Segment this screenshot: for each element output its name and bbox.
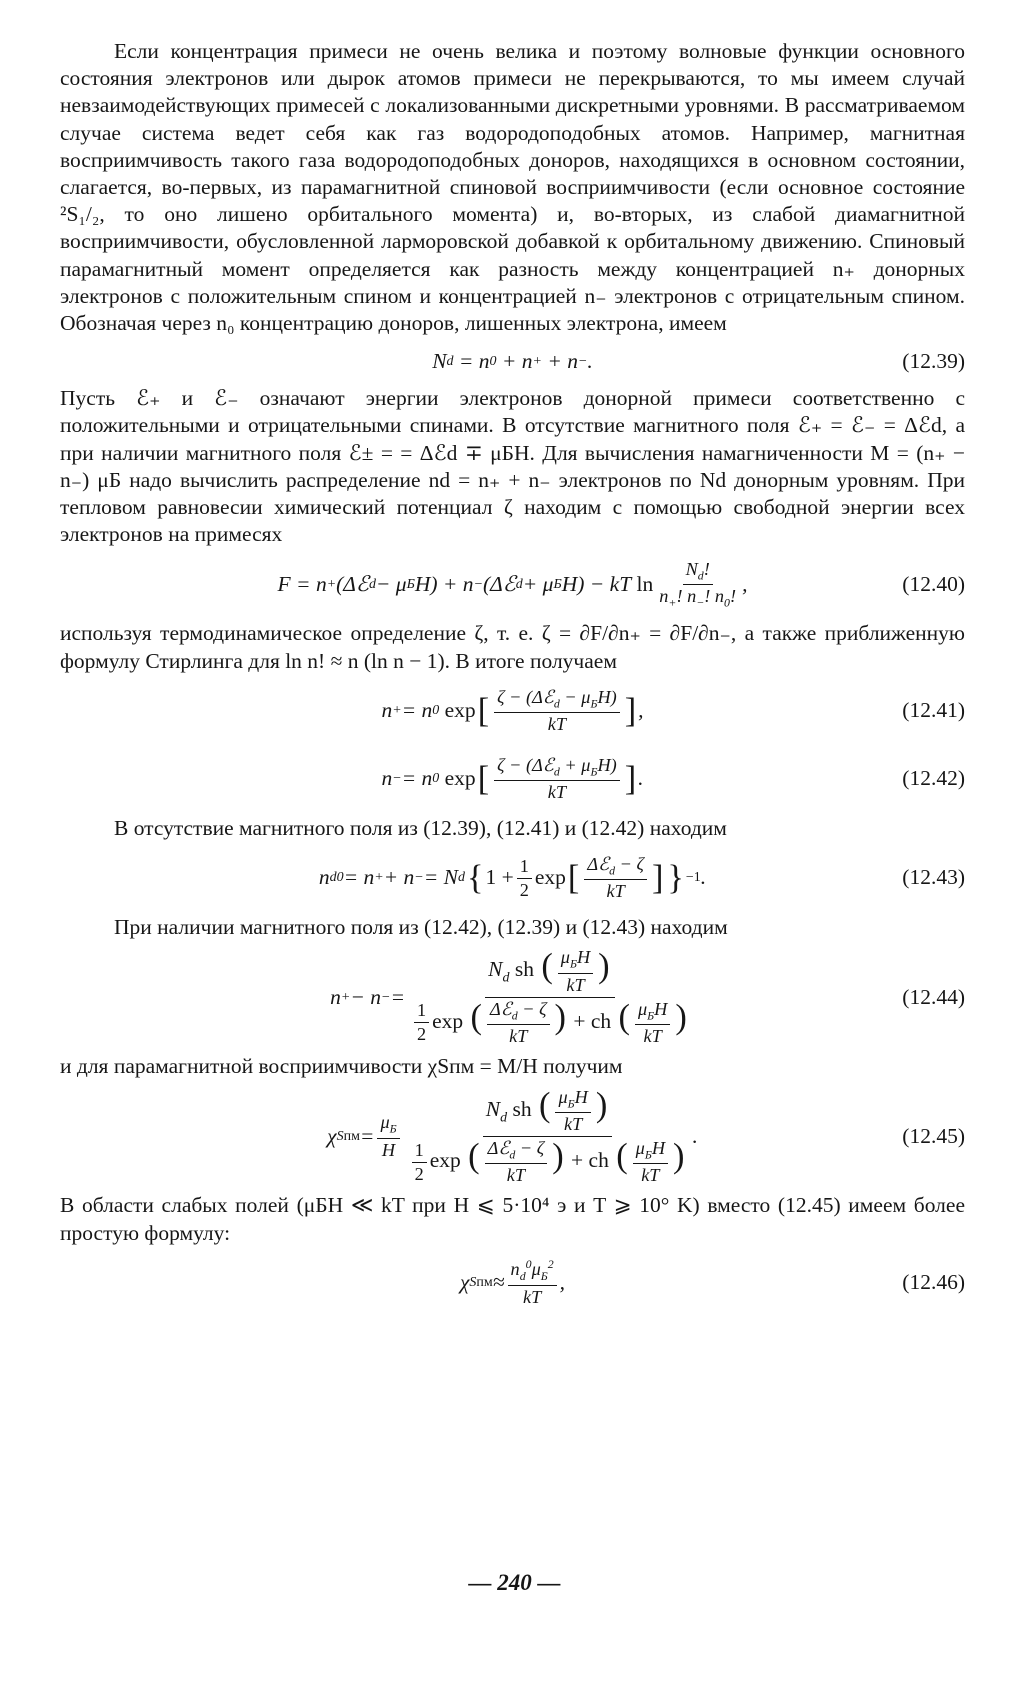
equation-number: (12.39) (902, 348, 965, 373)
equation-number: (12.43) (902, 865, 965, 890)
equation-number: (12.46) (902, 1270, 965, 1295)
page-content (60, 38, 965, 1319)
equation-number: (12.41) (902, 698, 965, 723)
equation-number: (12.40) (902, 571, 965, 596)
equation-12-46: χ S пм ≈ $\frac{n_d^0\mu_Б^2}{kT}$ , (12.46) (459, 1257, 965, 1307)
paragraph-weak-field: В области слабых полей (μБH ≪ kT при H ⩽ 5·10⁴ э и T ⩾ 10° K) вместо (12.45) имеем более простую формулу: (60, 1193, 965, 1245)
equation-12-45: χ S пм = $\frac{\mu_Б}{H}$ $N_d$ sh ( $\frac{\mu_БH}{kT}$ ) $\frac{1}{2}$ exp ( $\frac{\Delta ℰ_d - \zeta}{kT}$ ) + ch ( $\frac{\mu_БH}{kT}$ ) . (12.45) (327, 1085, 965, 1186)
paragraph-susceptibility: и для парамагнитной восприимчивости χSпм = M/H получим (60, 1054, 623, 1079)
equation-12-39: N d = n 0 + n + + n − . (12.39) (60, 341, 965, 381)
equation-12-40: F = n + (Δℰ d − μ Б H) + n − (Δℰ d + μ Б H) − kT ln $\frac{N_d!}{n_+! n_-! n_0!}$ , (12.40) (277, 558, 965, 610)
equation-number: (12.44) (902, 984, 965, 1009)
equation-number: (12.45) (902, 1123, 965, 1148)
paragraph-stirling: используя термодинамическое определение ζ, т. е. ζ = ∂F/∂n₊ = ∂F/∂n₋, а также приближенную формулу Стирлинга для ln n! ≈ n (ln n − 1). В итоге получаем (60, 621, 965, 673)
equation-number: (12.42) (902, 766, 965, 791)
equation-12-42: n − = n 0 exp [ $\frac{\zeta - (\Delta ℰ_d + \mu_БH)}{kT}$ ] . (12.42) (381, 754, 965, 802)
equation-12-44: n + − n − = $N_d$ sh ( $\frac{\mu_БH}{kT}$ ) $\frac{1}{2}$ exp ( $\frac{\Delta ℰ_d - \zeta}{kT}$ ) + ch ( $\frac{\mu_БH}{kT}$ ) (12.44) (330, 946, 965, 1047)
paragraph-with-field: При наличии магнитного поля из (12.42), (12.39) и (12.43) находим (114, 915, 728, 940)
equation-12-41: n + = n 0 exp [ $\frac{\zeta - (\Delta ℰ_d - \mu_БH)}{kT}$ ] , (12.41) (381, 686, 965, 734)
paragraph-no-field: В отсутствие магнитного поля из (12.39), (12.41) и (12.42) находим (114, 815, 727, 840)
page-number: — 240 — (468, 1570, 561, 1595)
paragraph-intro: Если концентрация примеси не очень велика и поэтому волновые функции основного состояния электронов или дырок атомов примеси не перекрываются, то мы имеем случай невзаимодействующих примесей с локализованными дискретными уровнями. В рассматриваемом случае система ведет себя как газ водородоподобных атомов. Например, магнитная восприимчивость такого газа водородоподобных доноров, находящихся в основном состоянии, слагается, во-первых, из парамагнитной спиновой восприимчивости (если основное состояние ²S₁/₂, то оно лишено орбитального момента) и, во-вторых, из слабой диамагнитной восприимчивости, обусловленной ларморовской добавкой к орбитальному движению. Спиновый парамагнитный момент определяется как разность между концентрацией n₊ донорных электронов с положительным спином и концентрацией n₋ электронов с отрицательным спином. Обозначая через n₀ концентрацию доноров, лишенных электрона, имеем (60, 39, 965, 336)
paragraph-energies: Пусть ℰ₊ и ℰ₋ означают энергии электронов донорной примеси соответственно с положительными и отрицательными спинами. В отсутствие магнитного поля ℰ₊ = ℰ₋ = Δℰd, а при наличии магнитного поля ℰ± = = Δℰd ∓ μБH. Для вычисления намагниченности M = (n₊ − n₋) μБ надо вычислить распределение nd = n₊ + n₋ электронов по Nd донорным уровням. При тепловом равновесии химический потенциал ζ находим с помощью свободной энергии всех электронов на примесях (60, 386, 965, 547)
equation-12-43: n d 0 = n + + n − = N d { 1 + $\frac{1}{2}$ exp [ $\frac{\Delta ℰ_d - \zeta}{kT}$ ] } −1 . (12.43) (318, 853, 965, 902)
